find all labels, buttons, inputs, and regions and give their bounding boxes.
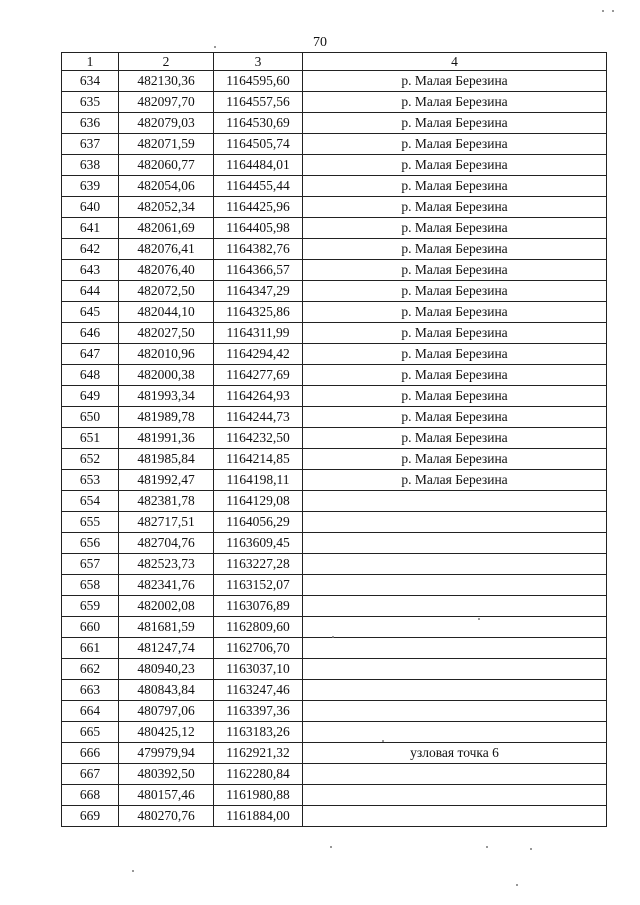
coord-x-cell: 480425,12: [119, 722, 214, 743]
point-number-cell: 657: [62, 554, 119, 575]
coord-y-cell: 1164198,11: [214, 470, 303, 491]
coord-x-cell: 480392,50: [119, 764, 214, 785]
point-number-cell: 645: [62, 302, 119, 323]
table-row: [62, 113, 607, 134]
description-cell: узловая точка 6: [303, 743, 607, 764]
coord-x-cell: 482341,76: [119, 575, 214, 596]
table-row: [62, 743, 607, 764]
coord-y-cell: 1161884,00: [214, 806, 303, 827]
point-number-cell: 653: [62, 470, 119, 491]
coord-y-cell: 1164557,56: [214, 92, 303, 113]
coord-y-cell: 1162706,70: [214, 638, 303, 659]
description-cell: р. Малая Березина: [303, 323, 607, 344]
coord-x-cell: 481985,84: [119, 449, 214, 470]
coord-y-cell: 1164366,57: [214, 260, 303, 281]
coord-x-cell: 482054,06: [119, 176, 214, 197]
scan-speck: [330, 846, 332, 848]
table-row: [62, 71, 607, 92]
description-cell: р. Малая Березина: [303, 470, 607, 491]
description-cell: р. Малая Березина: [303, 281, 607, 302]
coord-x-cell: 481989,78: [119, 407, 214, 428]
description-cell: [303, 617, 607, 638]
point-number-cell: 651: [62, 428, 119, 449]
description-cell: [303, 491, 607, 512]
point-number-cell: 644: [62, 281, 119, 302]
coord-x-cell: 482072,50: [119, 281, 214, 302]
table-row: [62, 491, 607, 512]
coord-y-cell: 1163183,26: [214, 722, 303, 743]
coord-x-cell: 482010,96: [119, 344, 214, 365]
coordinates-table: [61, 52, 607, 827]
coord-x-cell: 482076,40: [119, 260, 214, 281]
coord-x-cell: 480157,46: [119, 785, 214, 806]
coord-y-cell: 1164347,29: [214, 281, 303, 302]
coord-x-cell: 482027,50: [119, 323, 214, 344]
description-cell: [303, 701, 607, 722]
coord-x-cell: 481681,59: [119, 617, 214, 638]
coord-y-cell: 1161980,88: [214, 785, 303, 806]
table-row: [62, 470, 607, 491]
coord-y-cell: 1164264,93: [214, 386, 303, 407]
table-row: [62, 239, 607, 260]
scan-speck: [486, 846, 488, 848]
coord-y-cell: 1164311,99: [214, 323, 303, 344]
coord-x-cell: 482097,70: [119, 92, 214, 113]
table-row: [62, 323, 607, 344]
coord-y-cell: 1164405,98: [214, 218, 303, 239]
coord-x-cell: 481247,74: [119, 638, 214, 659]
coord-y-cell: 1164325,86: [214, 302, 303, 323]
coord-x-cell: 481993,34: [119, 386, 214, 407]
scan-speck: [530, 848, 532, 850]
point-number-cell: 659: [62, 596, 119, 617]
coord-y-cell: 1164530,69: [214, 113, 303, 134]
description-cell: р. Малая Березина: [303, 260, 607, 281]
point-number-cell: 647: [62, 344, 119, 365]
coord-x-cell: 479979,94: [119, 743, 214, 764]
point-number-cell: 668: [62, 785, 119, 806]
scan-speck: [132, 870, 134, 872]
coord-y-cell: 1164595,60: [214, 71, 303, 92]
description-cell: [303, 596, 607, 617]
coord-x-cell: 481992,47: [119, 470, 214, 491]
coord-y-cell: 1163397,36: [214, 701, 303, 722]
coord-y-cell: 1163227,28: [214, 554, 303, 575]
description-cell: [303, 533, 607, 554]
scan-speck: [612, 10, 614, 12]
coord-y-cell: 1164214,85: [214, 449, 303, 470]
table-row: [62, 302, 607, 323]
coord-y-cell: 1164277,69: [214, 365, 303, 386]
description-cell: р. Малая Березина: [303, 218, 607, 239]
coord-x-cell: 482523,73: [119, 554, 214, 575]
point-number-cell: 636: [62, 113, 119, 134]
description-cell: р. Малая Березина: [303, 302, 607, 323]
description-cell: [303, 806, 607, 827]
table-row: [62, 680, 607, 701]
description-cell: р. Малая Березина: [303, 449, 607, 470]
description-cell: [303, 680, 607, 701]
coord-y-cell: 1162921,32: [214, 743, 303, 764]
description-cell: [303, 722, 607, 743]
coord-x-cell: 480843,84: [119, 680, 214, 701]
point-number-cell: 635: [62, 92, 119, 113]
point-number-cell: 656: [62, 533, 119, 554]
point-number-cell: 661: [62, 638, 119, 659]
point-number-cell: 655: [62, 512, 119, 533]
description-cell: р. Малая Березина: [303, 239, 607, 260]
coord-x-cell: 482061,69: [119, 218, 214, 239]
coord-y-cell: 1164505,74: [214, 134, 303, 155]
description-cell: р. Малая Березина: [303, 134, 607, 155]
table-row: [62, 176, 607, 197]
coord-x-cell: 480797,06: [119, 701, 214, 722]
coord-y-cell: 1163076,89: [214, 596, 303, 617]
point-number-cell: 634: [62, 71, 119, 92]
point-number-cell: 664: [62, 701, 119, 722]
table-row: [62, 449, 607, 470]
header-row: [62, 53, 607, 71]
description-cell: р. Малая Березина: [303, 92, 607, 113]
coord-x-cell: 482071,59: [119, 134, 214, 155]
table-row: [62, 155, 607, 176]
table-row: [62, 617, 607, 638]
coord-x-cell: 482704,76: [119, 533, 214, 554]
point-number-cell: 663: [62, 680, 119, 701]
point-number-cell: 654: [62, 491, 119, 512]
coord-y-cell: 1163247,46: [214, 680, 303, 701]
point-number-cell: 665: [62, 722, 119, 743]
coord-x-cell: 480270,76: [119, 806, 214, 827]
description-cell: р. Малая Березина: [303, 386, 607, 407]
scan-speck: [602, 10, 604, 12]
coord-x-cell: 482079,03: [119, 113, 214, 134]
coord-x-cell: 482130,36: [119, 71, 214, 92]
description-cell: [303, 785, 607, 806]
table-row: [62, 638, 607, 659]
table-row: [62, 218, 607, 239]
description-cell: р. Малая Березина: [303, 197, 607, 218]
scan-speck: [214, 46, 216, 48]
table-row: [62, 533, 607, 554]
description-cell: [303, 575, 607, 596]
table-row: [62, 701, 607, 722]
table-row: [62, 407, 607, 428]
table-body: [62, 71, 607, 827]
coord-y-cell: 1162280,84: [214, 764, 303, 785]
point-number-cell: 662: [62, 659, 119, 680]
description-cell: р. Малая Березина: [303, 428, 607, 449]
description-cell: р. Малая Березина: [303, 407, 607, 428]
description-cell: [303, 512, 607, 533]
table-row: [62, 764, 607, 785]
point-number-cell: 638: [62, 155, 119, 176]
scan-speck: [332, 636, 334, 638]
table-row: [62, 428, 607, 449]
table-row: [62, 722, 607, 743]
table-row: [62, 554, 607, 575]
coord-y-cell: 1164425,96: [214, 197, 303, 218]
description-cell: [303, 554, 607, 575]
coord-x-cell: 482052,34: [119, 197, 214, 218]
column-header-4: 4: [303, 53, 607, 71]
description-cell: р. Малая Березина: [303, 71, 607, 92]
coord-y-cell: 1164232,50: [214, 428, 303, 449]
description-cell: р. Малая Березина: [303, 113, 607, 134]
point-number-cell: 640: [62, 197, 119, 218]
table-row: [62, 512, 607, 533]
coord-y-cell: 1164244,73: [214, 407, 303, 428]
table-row: [62, 575, 607, 596]
table-row: [62, 806, 607, 827]
coord-x-cell: 482000,38: [119, 365, 214, 386]
table-row: [62, 596, 607, 617]
coord-x-cell: 482076,41: [119, 239, 214, 260]
description-cell: [303, 764, 607, 785]
point-number-cell: 639: [62, 176, 119, 197]
table-row: [62, 281, 607, 302]
table-row: [62, 92, 607, 113]
table-row: [62, 365, 607, 386]
point-number-cell: 652: [62, 449, 119, 470]
point-number-cell: 658: [62, 575, 119, 596]
point-number-cell: 649: [62, 386, 119, 407]
point-number-cell: 660: [62, 617, 119, 638]
point-number-cell: 669: [62, 806, 119, 827]
table-row: [62, 260, 607, 281]
table-row: [62, 134, 607, 155]
coord-y-cell: 1164484,01: [214, 155, 303, 176]
coord-x-cell: 482002,08: [119, 596, 214, 617]
point-number-cell: 648: [62, 365, 119, 386]
point-number-cell: 641: [62, 218, 119, 239]
page-number: 70: [313, 35, 327, 50]
table-header: [62, 53, 607, 71]
column-header-1: 1: [62, 53, 119, 71]
coord-x-cell: 480940,23: [119, 659, 214, 680]
coord-x-cell: 481991,36: [119, 428, 214, 449]
description-cell: [303, 659, 607, 680]
description-cell: р. Малая Березина: [303, 365, 607, 386]
coord-y-cell: 1164455,44: [214, 176, 303, 197]
table-row: [62, 659, 607, 680]
description-cell: р. Малая Березина: [303, 176, 607, 197]
point-number-cell: 666: [62, 743, 119, 764]
coord-x-cell: 482717,51: [119, 512, 214, 533]
table-row: [62, 344, 607, 365]
scan-speck: [516, 884, 518, 886]
coord-y-cell: 1162809,60: [214, 617, 303, 638]
point-number-cell: 650: [62, 407, 119, 428]
table-row: [62, 197, 607, 218]
scan-speck: [478, 618, 480, 620]
scan-speck: [382, 740, 384, 742]
description-cell: р. Малая Березина: [303, 344, 607, 365]
coord-y-cell: 1163152,07: [214, 575, 303, 596]
column-header-2: 2: [119, 53, 214, 71]
description-cell: р. Малая Березина: [303, 155, 607, 176]
table-row: [62, 785, 607, 806]
point-number-cell: 642: [62, 239, 119, 260]
point-number-cell: 667: [62, 764, 119, 785]
point-number-cell: 646: [62, 323, 119, 344]
coord-x-cell: 482044,10: [119, 302, 214, 323]
table-row: [62, 386, 607, 407]
description-cell: [303, 638, 607, 659]
coord-y-cell: 1164294,42: [214, 344, 303, 365]
point-number-cell: 643: [62, 260, 119, 281]
coord-y-cell: 1164129,08: [214, 491, 303, 512]
point-number-cell: 637: [62, 134, 119, 155]
coord-y-cell: 1163037,10: [214, 659, 303, 680]
coord-x-cell: 482381,78: [119, 491, 214, 512]
coord-x-cell: 482060,77: [119, 155, 214, 176]
coord-y-cell: 1164382,76: [214, 239, 303, 260]
coord-y-cell: 1164056,29: [214, 512, 303, 533]
coord-y-cell: 1163609,45: [214, 533, 303, 554]
column-header-3: 3: [214, 53, 303, 71]
